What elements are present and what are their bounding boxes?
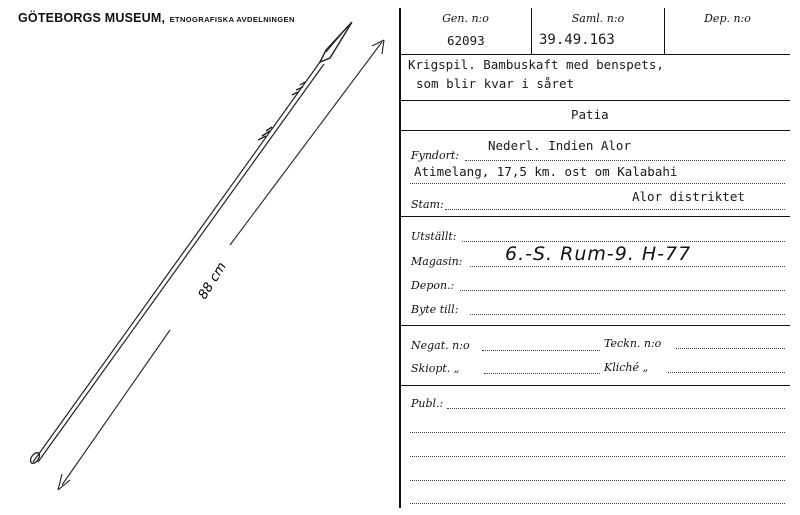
header-row-line — [400, 54, 790, 55]
skiopt-label: Skiopt. „ — [411, 362, 460, 375]
negat-dots — [482, 350, 600, 351]
native-name: Patia — [571, 107, 609, 122]
name-line — [400, 130, 790, 131]
fyndort-dots-1 — [465, 160, 785, 161]
magasin-label: Magasin: — [411, 255, 463, 268]
gen-label: Gen. n:o — [442, 12, 489, 25]
fyndort-label: Fyndort: — [411, 149, 459, 162]
desc-line — [400, 100, 790, 101]
length-label: 88 cm — [195, 259, 230, 303]
utstallt-dots — [462, 241, 785, 242]
publ-dots-3 — [410, 456, 785, 457]
fyndort-line-1: Nederl. Indien Alor — [488, 138, 631, 153]
byte-line — [400, 325, 790, 326]
museum-name: GÖTEBORGS MUSEUM, — [18, 11, 166, 25]
teckn-dots — [676, 348, 785, 349]
negat-label: Negat. n:o — [411, 339, 470, 352]
magasin-dots — [470, 266, 785, 267]
kliche-label: Kliché „ — [604, 361, 649, 374]
shaft-butt — [29, 451, 42, 465]
card-left-border — [399, 8, 401, 508]
kliche-dots — [668, 372, 785, 373]
byte-dots — [470, 314, 785, 315]
publ-dots-1 — [447, 408, 785, 409]
stam-dots — [445, 209, 785, 210]
description-line-1: Krigspil. Bambuskaft med benspets, — [408, 57, 664, 72]
bone-point-inner — [326, 26, 348, 52]
fyndort-dots-2 — [410, 183, 785, 184]
publ-dots-5 — [410, 503, 785, 504]
byte-label: Byte till: — [411, 303, 459, 316]
stam-line — [400, 216, 790, 217]
fyndort-line-2: Atimelang, 17,5 km. ost om Kalabahi — [414, 164, 678, 179]
saml-label: Saml. n:o — [571, 12, 625, 25]
publ-dots-4 — [410, 480, 785, 481]
publ-dots-2 — [410, 432, 785, 433]
shaft-line-left — [33, 62, 320, 462]
depon-label: Depon.: — [411, 279, 455, 292]
negat-line — [400, 385, 790, 386]
fyndort-line-3: Alor distriktet — [632, 189, 745, 204]
magasin-value: 6.-S. Rum-9. H-77 — [505, 243, 692, 265]
stam-label: Stam: — [411, 198, 444, 211]
dep-label: Dep. n:o — [704, 12, 751, 25]
publ-label: Publ.: — [411, 397, 444, 410]
bone-point — [320, 22, 352, 62]
shaft-line-right — [38, 64, 324, 462]
gen-value: 62093 — [447, 33, 485, 48]
teckn-label: Teckn. n:o — [604, 337, 662, 350]
utstallt-label: Utställt: — [411, 230, 457, 243]
skiopt-dots — [484, 373, 600, 374]
description-line-2: som blir kvar i såret — [416, 76, 575, 91]
depon-dots — [460, 290, 785, 291]
measure-line-upper — [230, 42, 382, 245]
saml-value: 39.49.163 — [539, 32, 615, 48]
department-name: ETNOGRAFISKA AVDELNINGEN — [169, 15, 295, 24]
